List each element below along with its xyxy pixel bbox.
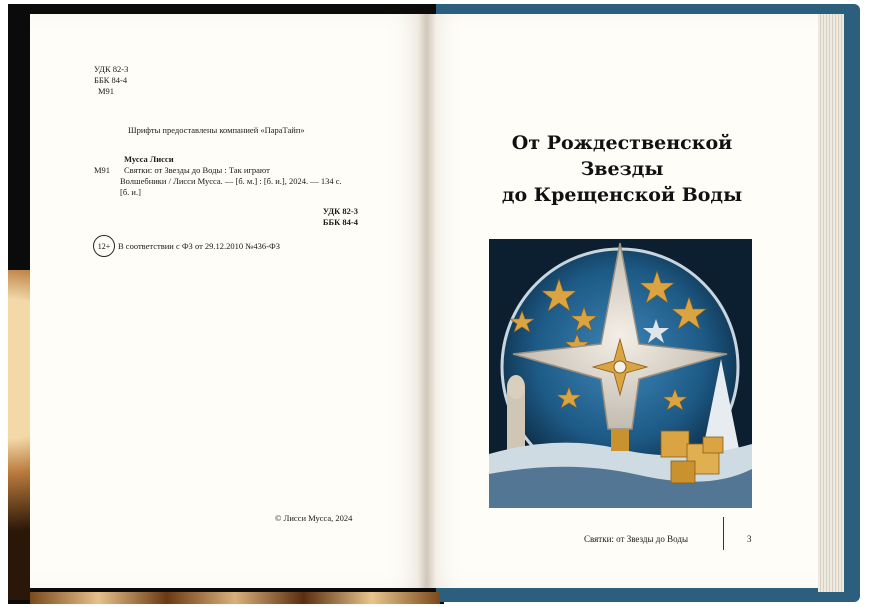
left-page: [30, 14, 426, 588]
footer-divider: [723, 517, 724, 550]
title-line-3: до Крещенской Воды: [501, 184, 743, 206]
star-illustration: [489, 239, 752, 508]
bib-description-line1: Святки: от Звезды до Воды : Так играют: [124, 165, 270, 175]
page-number: 3: [747, 534, 752, 544]
cover-art-edge: [8, 270, 30, 600]
copyright-line: © Лисси Мусса, 2024: [275, 513, 353, 523]
title-line-2: Звезды: [580, 158, 664, 180]
page-stack-edge: [818, 14, 844, 592]
bib-description-line2: Волшебники / Лисси Мусса. — [б. м.] : [б. и.], 2024. — 134 с.: [120, 176, 342, 186]
catalog-author-mark: М91: [98, 86, 115, 96]
age-rating-badge: 12+: [93, 235, 115, 257]
age-rating-text: В соответствии с ФЗ от 29.12.2010 №436-ФЗ: [118, 241, 280, 251]
bib-udk: УДК 82-3: [322, 206, 358, 216]
catalog-block: [94, 64, 128, 97]
running-footer: Святки: от Звезды до Воды: [584, 534, 688, 544]
bib-bbk: ББК 84-4: [322, 217, 358, 227]
bib-mark: М91: [94, 165, 111, 175]
catalog-udk: УДК 82-3: [94, 64, 129, 74]
star-illustration-graphic: [489, 239, 752, 508]
book-title: [426, 130, 818, 208]
book-gutter: [418, 14, 436, 588]
title-line-1: От Рождественской: [511, 132, 733, 154]
fonts-notice: Шрифты предоставлены компанией «ПараТайп»: [128, 125, 305, 135]
cover-art-bottom-edge: [30, 592, 440, 604]
bib-author: Мусса Лисси: [124, 154, 174, 164]
bib-description-line3: [б. и.]: [120, 187, 141, 197]
catalog-bbk: ББК 84-4: [94, 75, 128, 85]
